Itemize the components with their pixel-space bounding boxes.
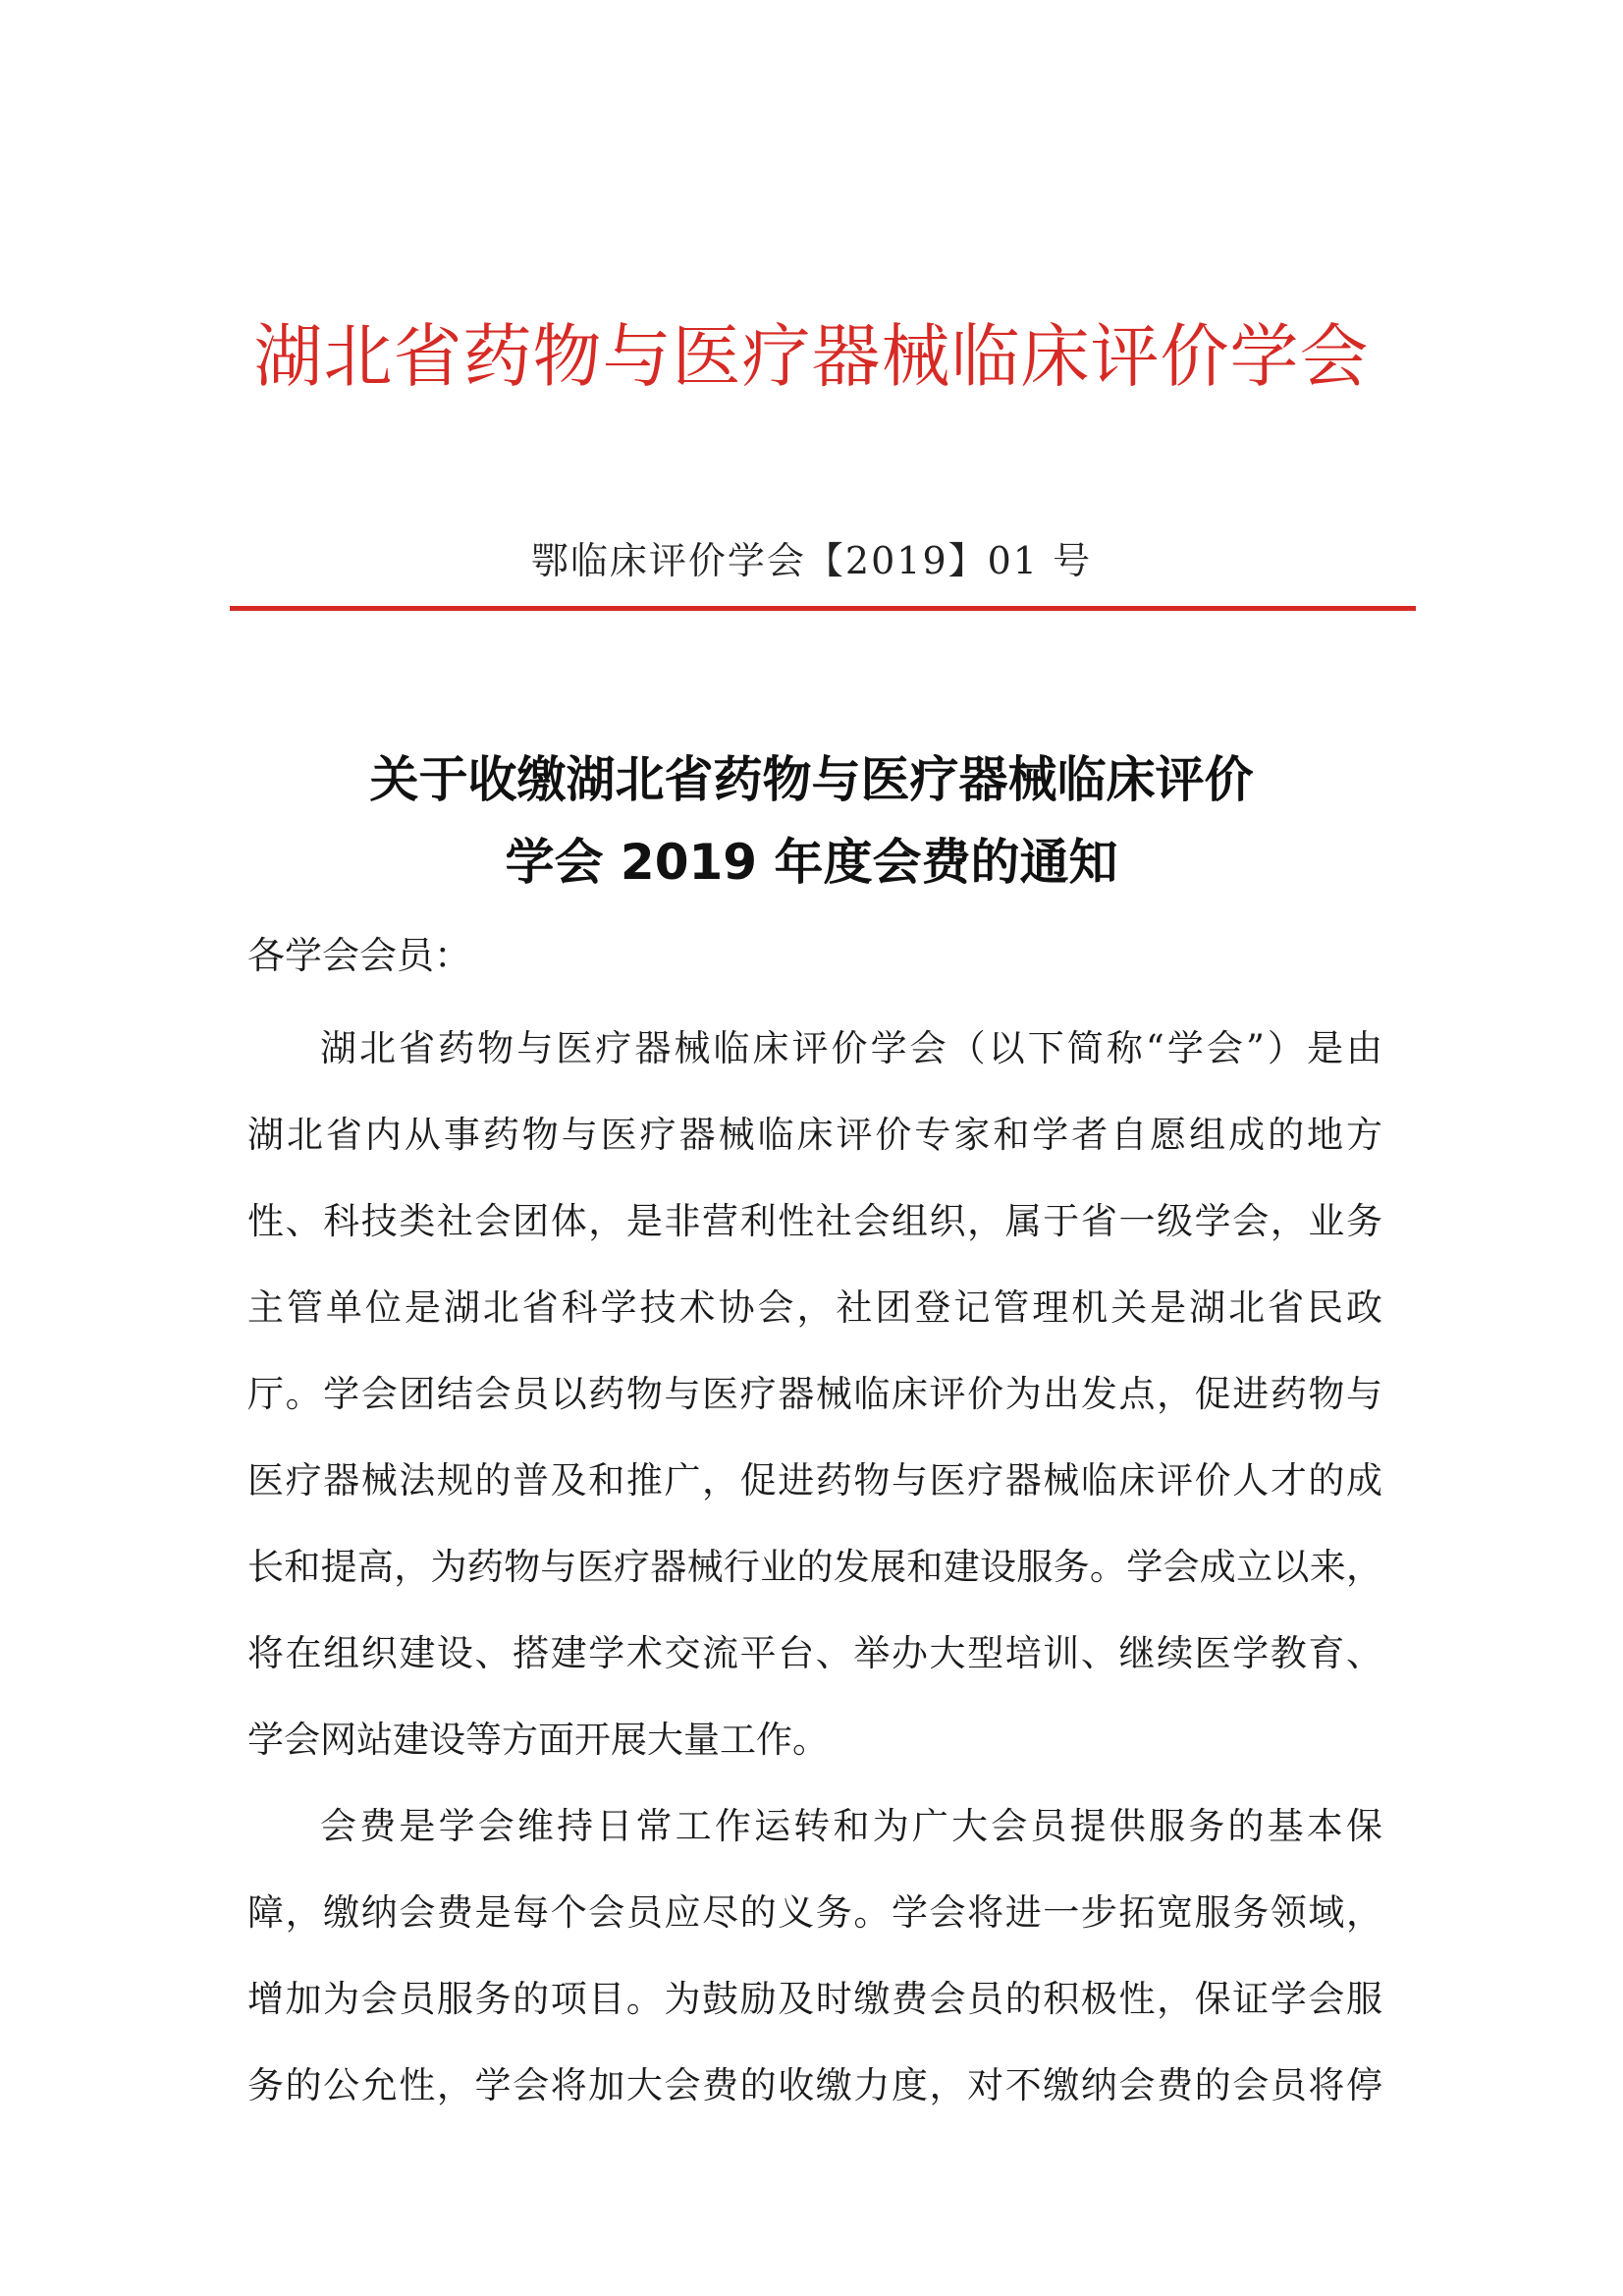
- paragraph-line: 主管单位是湖北省科学技术协会，社团登记管理机关是湖北省民政: [247, 1286, 1382, 1329]
- salutation: 各学会会员：: [247, 934, 472, 977]
- body-paragraph-2: [247, 1783, 1382, 2129]
- notice-title-line-1: 关于收缴湖北省药物与医疗器械临床评价: [369, 751, 1254, 808]
- paragraph-line: 增加为会员服务的项目。为鼓励及时缴费会员的积极性，保证学会服: [247, 1978, 1382, 2020]
- paragraph-line: 长和提高，为药物与医疗器械行业的发展和建设服务。学会成立以来，: [247, 1546, 1382, 1588]
- paragraph-line: 湖北省药物与医疗器械临床评价学会（以下简称“学会”）是由: [320, 1027, 1382, 1069]
- paragraph-line: 医疗器械法规的普及和推广，促进药物与医疗器械临床评价人才的成: [247, 1459, 1382, 1502]
- paragraph-line: 障，缴纳会费是每个会员应尽的义务。学会将进一步拓宽服务领域，: [247, 1891, 1382, 1934]
- notice-title: [0, 738, 1623, 903]
- organization-header: 湖北省药物与医疗器械临床评价学会: [253, 316, 1370, 397]
- paragraph-line: 务的公允性，学会将加大会费的收缴力度，对不缴纳会费的会员将停: [247, 2064, 1382, 2106]
- paragraph-line: 会费是学会维持日常工作运转和为广大会员提供服务的基本保: [320, 1805, 1382, 1847]
- red-divider-line: [230, 606, 1416, 611]
- paragraph-line: 厅。学会团结会员以药物与医疗器械临床评价为出发点，促进药物与: [247, 1373, 1382, 1415]
- paragraph-line: 性、科技类社会团体，是非营利性社会组织，属于省一级学会，业务: [247, 1200, 1382, 1242]
- notice-title-line-2: 学会 2019 年度会费的通知: [505, 834, 1118, 891]
- paragraph-line: 湖北省内从事药物与医疗器械临床评价专家和学者自愿组成的地方: [247, 1114, 1382, 1156]
- body-paragraph-1: [247, 1006, 1382, 1783]
- document-number: 鄂临床评价学会【2019】01 号: [530, 539, 1093, 582]
- paragraph-line: 学会网站建设等方面开展大量工作。: [247, 1719, 829, 1761]
- paragraph-line: 将在组织建设、搭建学术交流平台、举办大型培训、继续医学教育、: [247, 1632, 1382, 1674]
